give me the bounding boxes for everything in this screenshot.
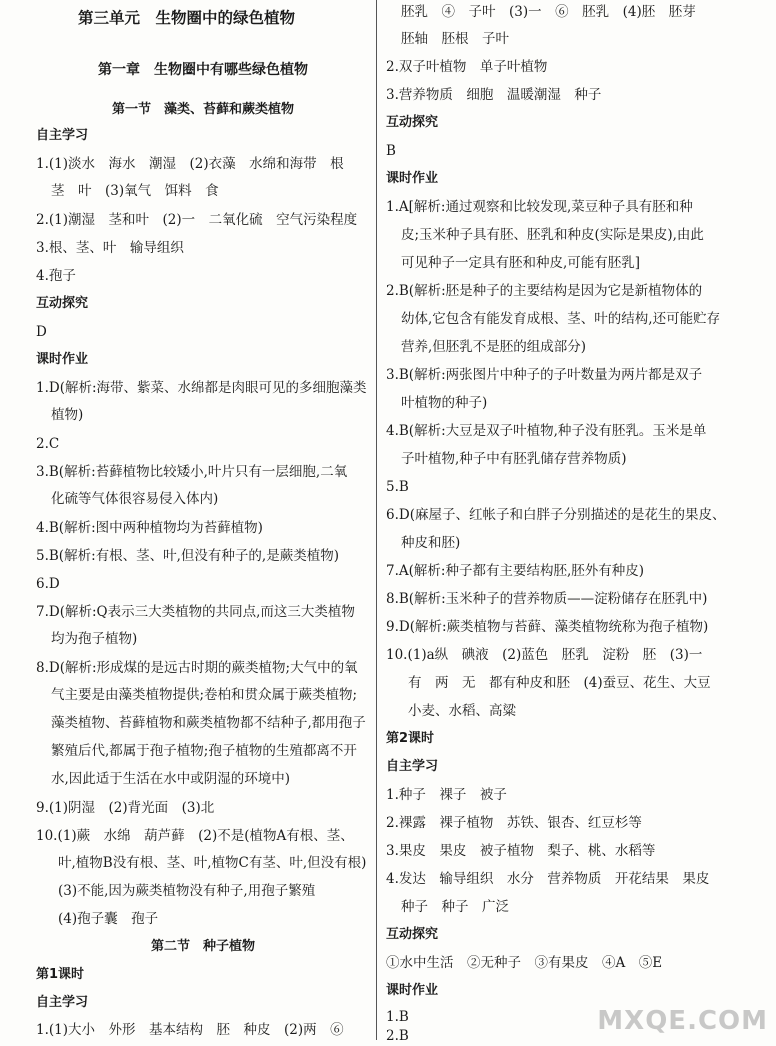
answer-line: (4)孢子囊 孢子 <box>58 911 159 927</box>
answer-line: 叶植物的种子) <box>401 395 488 411</box>
answer-line: 植物) <box>51 407 84 423</box>
answer-line: 3.B(解析:苔藓植物比较矮小,叶片只有一层细胞,二氧 <box>36 464 348 480</box>
lesson-label: 第2课时 <box>386 731 435 746</box>
chapter-title: 第一章 生物圈中有哪些绿色植物 <box>98 62 308 78</box>
section-label: 自主学习 <box>36 128 89 143</box>
answer-line: 4.B(解析:图中两种植物均为苔藓植物) <box>36 520 263 536</box>
answer-line: 1.(1)大小 外形 基本结构 胚 种皮 (2)两 ⑥ <box>36 1022 344 1038</box>
answer-line: ①水中生活 ②无种子 ③有果皮 ④A ⑤E <box>386 955 663 971</box>
answer-line: 2.C <box>36 436 60 452</box>
answer-line: 种皮和胚) <box>401 535 461 551</box>
section-title: 第一节 藻类、苔藓和蕨类植物 <box>111 102 294 117</box>
section-label: 互动探究 <box>386 927 439 942</box>
unit-title: 第三单元 生物圈中的绿色植物 <box>78 9 296 27</box>
section-title: 第二节 种子植物 <box>150 939 255 954</box>
answer-line: 1.(1)淡水 海水 潮湿 (2)衣藻 水绵和海带 根 <box>36 156 344 172</box>
answer-line: 化硫等气体很容易侵入体内) <box>51 491 219 507</box>
answer-line: 有 两 无 都有种皮和胚 (4)蚕豆、花生、大豆 <box>408 675 711 691</box>
answer-line: 幼体,它包含有能发育成根、茎、叶的结构,还可能贮存 <box>401 311 721 327</box>
answer-line: 2.裸露 裸子植物 苏铁、银杏、红豆杉等 <box>386 815 642 831</box>
section-label: 课时作业 <box>386 983 439 998</box>
answer-line: 1.D(解析:海带、紫菜、水绵都是肉眼可见的多细胞藻类 <box>36 380 367 396</box>
lesson-label: 第1课时 <box>36 967 85 982</box>
right-column <box>386 0 746 1044</box>
answer-line: 7.D(解析:Q表示三大类植物的共同点,而这三大类植物 <box>36 604 355 620</box>
answer-line: 子叶植物,种子中有胚乳储存营养物质) <box>401 451 627 467</box>
answer-line: 胚乳 ④ 子叶 (3)一 ⑥ 胚乳 (4)胚 胚芽 <box>401 4 696 20</box>
answer-line: 营养,但胚乳不是胚的组成部分) <box>401 339 587 355</box>
answer-line: 10.(1)蕨 水绵 葫芦藓 (2)不是(植物A有根、茎、 <box>36 828 354 844</box>
answer-line: 水,因此适于生活在水中或阴湿的环境中) <box>51 771 291 787</box>
section-label: 自主学习 <box>386 759 439 774</box>
answer-line: 2.双子叶植物 单子叶植物 <box>386 59 548 75</box>
column-divider <box>376 0 377 1040</box>
answer-line: 茎 叶 (3)氧气 饵料 食 <box>51 183 219 199</box>
section-label: 自主学习 <box>36 995 89 1010</box>
answer-line: 叶,植物B没有根、茎、叶,植物C有茎、叶,但没有根) <box>58 855 367 871</box>
answer-line: 3.果皮 果皮 被子植物 梨子、桃、水稻等 <box>386 843 656 859</box>
answer-line: 3.B(解析:两张图片中种子的子叶数量为两片都是双子 <box>386 367 703 383</box>
section-label: 课时作业 <box>386 171 439 186</box>
answer-line: 4.孢子 <box>36 268 76 284</box>
answer-line: 4.B(解析:大豆是双子叶植物,种子没有胚乳。玉米是单 <box>386 423 707 439</box>
answer-line: 2.B <box>386 1028 409 1044</box>
answer-line: 3.营养物质 细胞 温暖潮湿 种子 <box>386 87 602 103</box>
answer-line: 藻类植物、苔藓植物和蕨类植物都不结种子,都用孢子 <box>51 715 366 731</box>
answer-line: 小麦、水稻、高粱 <box>408 703 516 719</box>
answer-line: 可见种子一定具有胚和种皮,可能有胚乳] <box>401 255 641 271</box>
answer-line: 9.(1)阴湿 (2)背光面 (3)北 <box>36 800 215 816</box>
answer-line: 繁殖后代,都属于孢子植物;孢子植物的生殖都离不开 <box>51 743 357 759</box>
left-column <box>36 0 370 1040</box>
answer-line: 1.种子 裸子 被子 <box>386 787 507 803</box>
answer-line: 9.D(解析:蕨类植物与苔藓、藻类植物统称为孢子植物) <box>386 619 709 635</box>
answer-line: 3.根、茎、叶 输导组织 <box>36 240 184 256</box>
answer-line: 皮;玉米种子具有胚、胚乳和种皮(实际是果皮),由此 <box>401 227 704 243</box>
answer-line: 8.B(解析:玉米种子的营养物质——淀粉储存在胚乳中) <box>386 591 708 607</box>
answer-line: 6.D <box>36 576 60 592</box>
answer-line: 5.B <box>386 479 409 495</box>
section-label: 课时作业 <box>36 352 89 367</box>
section-label: 互动探究 <box>386 115 439 130</box>
answer-line: 均为孢子植物) <box>51 631 138 647</box>
answer-line: 1.A[解析:通过观察和比较发现,菜豆种子具有胚和种 <box>386 199 693 215</box>
answer-line: 7.A(解析:种子都有主要结构胚,胚外有种皮) <box>386 563 645 579</box>
answer-line: 4.发达 输导组织 水分 营养物质 开花结果 果皮 <box>386 871 710 887</box>
answer-line: B <box>386 143 396 159</box>
answer-line: 8.D(解析:形成煤的是远古时期的蕨类植物;大气中的氧 <box>36 660 358 676</box>
section-label: 互动探究 <box>36 296 89 311</box>
answer-line: 5.B(解析:有根、茎、叶,但没有种子的,是蕨类植物) <box>36 548 339 564</box>
answer-line: 胚轴 胚根 子叶 <box>401 31 509 47</box>
answer-line: 种子 种子 广泛 <box>401 899 509 915</box>
watermark: MXQE.COM <box>597 1006 768 1036</box>
answer-line: 2.B(解析:胚是种子的主要结构是因为它是新植物体的 <box>386 283 703 299</box>
answer-line: D <box>36 324 47 340</box>
answer-line: 1.B <box>386 1009 409 1025</box>
answer-line: 6.D(麻屋子、红帐子和白胖子分别描述的是花生的果皮、 <box>386 507 726 523</box>
answer-line: 气主要是由藻类植物提供;卷柏和贯众属于蕨类植物; <box>51 687 358 703</box>
answer-line: (3)不能,因为蕨类植物没有种子,用孢子繁殖 <box>58 883 316 899</box>
answer-line: 2.(1)潮湿 茎和叶 (2)一 二氧化硫 空气污染程度 <box>36 212 358 228</box>
answer-line: 10.(1)a纵 碘液 (2)蓝色 胚乳 淀粉 胚 (3)一 <box>386 647 703 663</box>
